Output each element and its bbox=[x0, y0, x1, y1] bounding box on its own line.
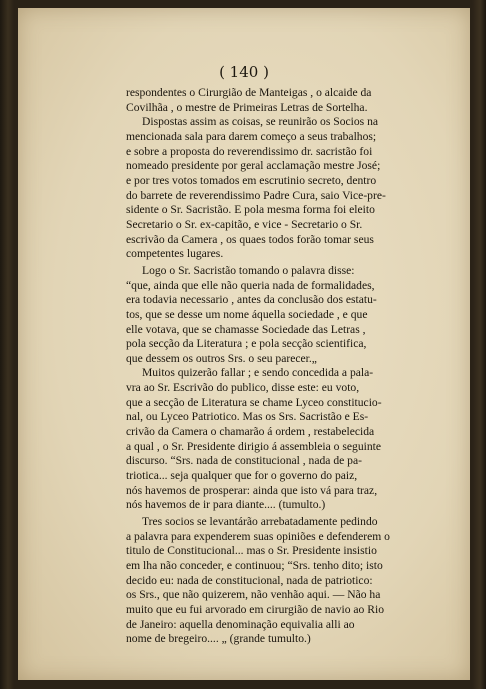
text-line: triotica... seja qualquer que for o governo do paiz, bbox=[126, 469, 358, 483]
text-line: tos, que se desse um nome áquella sociedade , e que bbox=[126, 307, 368, 321]
text-line: muito que eu fui arvorado em cirurgião de navio ao Rio bbox=[126, 602, 384, 616]
text-line: Secretario o Sr. ex-capitão, e vice - Secretario o Sr. bbox=[126, 217, 363, 231]
text-line: discurso. “Srs. nada de constitucional , nada de pa- bbox=[126, 454, 362, 468]
page-number: ( 140 ) bbox=[219, 63, 269, 81]
text-line: Logo o Sr. Sacristão tomando o palavra disse: bbox=[142, 263, 355, 277]
text-line: competentes lugares. bbox=[126, 247, 224, 261]
text-line: que a secção de Literatura se chame Lyceo constitucio- bbox=[126, 395, 382, 409]
text-line: nós havemos de ir para diante.... (tumulto.) bbox=[126, 498, 326, 512]
text-line: Covilhãa , o mestre de Primeiras Letras de Sortelha. bbox=[126, 100, 368, 114]
text-line: Dispostas assim as coisas, se reunirão os Socios na bbox=[142, 115, 379, 129]
text-line: a palavra para expenderem suas opiniões e defenderem o bbox=[126, 529, 390, 543]
text-line: nomeado presidente por geral acclamação mestre José; bbox=[126, 159, 381, 173]
text-line: crivão da Camera o chamarão á ordem , restabelecida bbox=[126, 425, 375, 439]
text-line: nós havemos de prosperar: ainda que isto vá para traz, bbox=[126, 483, 378, 497]
book-page bbox=[18, 8, 470, 680]
text-line: e sobre a proposta do reverendissimo dr. sacristão foi bbox=[126, 144, 373, 158]
text-line: de Janeiro: aquella denominação equivalia alli ao bbox=[126, 617, 355, 631]
text-line: pola secção da Literatura ; e pola secção scientifica, bbox=[126, 337, 367, 351]
text-line: a qual , o Sr. Presidente dirigio á assembleia o seguinte bbox=[126, 439, 382, 453]
text-line: e por tres votos tomados em escrutinio secreto, dentro bbox=[126, 173, 377, 187]
text-line: “que, ainda que elle não queria nada de formalidades, bbox=[126, 278, 375, 292]
text-line: Tres socios se levantárão arrebatadamente pedindo bbox=[142, 515, 378, 529]
text-line: Muitos quizerão fallar ; e sendo concedida a pala- bbox=[142, 366, 374, 380]
text-line: elle votava, que se chamasse Sociedade das Letras , bbox=[126, 322, 366, 336]
text-line: respondentes o Cirurgião de Manteigas , o alcaide da bbox=[126, 86, 372, 99]
text-line: nome de bregeiro.... „ (grande tumulto.) bbox=[126, 632, 311, 646]
text-line: que dessem os outros Srs. o seu parecer.„ bbox=[126, 351, 317, 365]
text-line: escrivão da Camera , os quaes todos forão tomar seus bbox=[126, 232, 374, 246]
text-line: mencionada sala para darem começo a seus trabalhos; bbox=[126, 129, 377, 143]
text-line: nal, ou Lyceo Patriotico. Mas os Srs. Sacristão e Es- bbox=[126, 410, 369, 424]
text-line: em lha não conceder, e continuou; “Srs. tenho dito; isto bbox=[126, 559, 383, 572]
body-text bbox=[126, 86, 444, 647]
text-line: sidente o Sr. Sacristão. E pola mesma forma foi eleito bbox=[126, 203, 375, 217]
text-line: do barrete de reverendissimo Padre Cura, saio Vice-pre- bbox=[126, 188, 386, 202]
text-line: titulo de Constitucional... mas o Sr. Presidente insistio bbox=[126, 544, 377, 558]
text-line: vra ao Sr. Escrivão do publico, disse este: eu voto, bbox=[126, 381, 360, 395]
text-line: os Srs., que não quizerem, não venhão aqui. — Não ha bbox=[126, 588, 381, 602]
text-line: era todavia necessario , antes da conclusão dos estatu- bbox=[126, 293, 377, 307]
text-line: decido eu: nada de constitucional, nada de patriotico: bbox=[126, 573, 373, 587]
